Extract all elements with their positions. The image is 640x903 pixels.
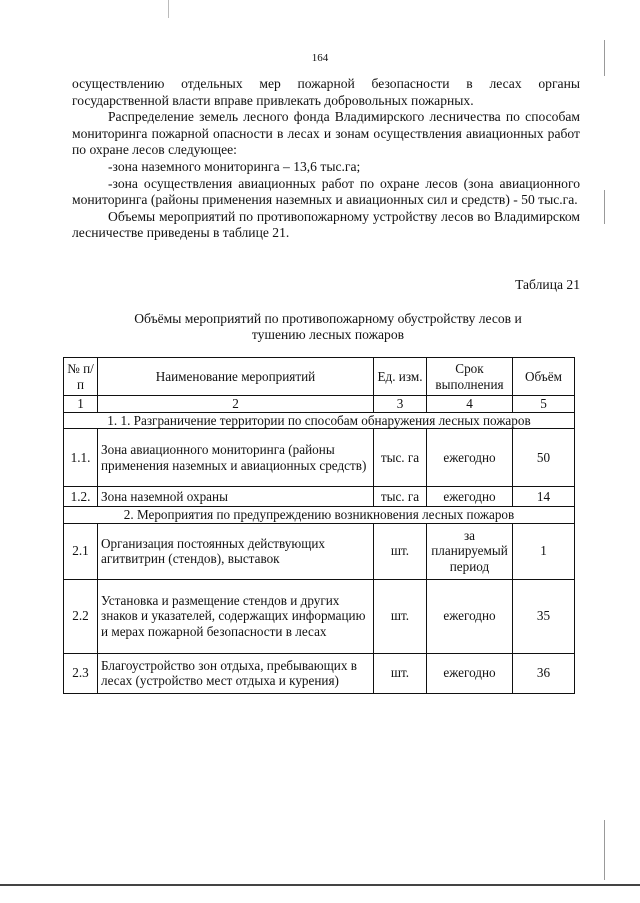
paragraph: Объемы мероприятий по противопожарному устройству лесов во Владимирском лесничестве приведены в таблице 21. — [72, 208, 580, 241]
table-row — [64, 579, 575, 653]
header-volume: Объём — [513, 358, 575, 396]
section-row — [64, 412, 575, 429]
row-term: ежегодно — [427, 579, 513, 653]
row-unit: шт. — [374, 579, 427, 653]
row-num: 2.2 — [64, 579, 98, 653]
table-title-line: тушению лесных пожаров — [251, 327, 405, 342]
table-header-row — [64, 358, 575, 396]
row-term: ежегодно — [427, 653, 513, 693]
row-name: Зона авиационного мониторинга (районы применения наземных и авиационных средств) — [98, 429, 374, 487]
row-num: 1.1. — [64, 429, 98, 487]
table-label: Таблица 21 — [515, 277, 580, 292]
row-name: Организация постоянных действующих агитвитрин (стендов), выставок — [98, 523, 374, 579]
row-term: ежегодно — [427, 487, 513, 507]
table-row — [64, 487, 575, 507]
header-unit: Ед. изм. — [374, 358, 427, 396]
table-title — [100, 311, 556, 343]
paragraph: осуществлению отдельных мер пожарной безопасности в лесах органы государственной власти вправе привлекать добровольных пожарных. — [72, 76, 580, 108]
scan-edge-mark — [604, 820, 605, 880]
paragraph: Распределение земель лесного фонда Владимирского лесничества по способам мониторинга пожарной опасности в лесах и зонам осуществления авиационных работ по охране лесов следующее: — [72, 109, 580, 158]
row-volume: 50 — [513, 429, 575, 487]
row-volume: 36 — [513, 653, 575, 693]
section-heading: 2. Мероприятия по предупреждению возникновения лесных пожаров — [64, 507, 575, 524]
page-number: 164 — [311, 52, 329, 64]
scan-edge-mark — [604, 190, 605, 224]
row-num: 2.3 — [64, 653, 98, 693]
row-unit: шт. — [374, 653, 427, 693]
row-term: ежегодно — [427, 429, 513, 487]
table-row — [64, 429, 575, 487]
column-number-row — [64, 396, 575, 413]
header-num: № п/п — [64, 358, 98, 396]
column-number: 4 — [427, 396, 513, 413]
row-name: Установка и размещение стендов и других знаков и указателей, содержащих информацию и мерах пожарной безопасности в лесах — [98, 579, 374, 653]
scan-bottom-border — [0, 884, 640, 886]
row-name: Благоустройство зон отдыха, пребывающих в лесах (устройство мест отдыха и курения) — [98, 653, 374, 693]
row-name: Зона наземной охраны — [98, 487, 374, 507]
row-unit: шт. — [374, 523, 427, 579]
column-number: 5 — [513, 396, 575, 413]
scan-margin-mark — [168, 0, 169, 18]
column-number: 3 — [374, 396, 427, 413]
section-row — [64, 507, 575, 524]
row-volume: 1 — [513, 523, 575, 579]
table-row — [64, 523, 575, 579]
header-name: Наименование мероприятий — [98, 358, 374, 396]
paragraph: -зона осуществления авиационных работ по охране лесов (зона авиационного мониторинга (районы применения наземных и авиационных сил и средств) - 50 тыс.га. — [72, 175, 580, 208]
column-number: 1 — [64, 396, 98, 413]
paragraph: -зона наземного мониторинга – 13,6 тыс.га; — [108, 158, 361, 174]
row-unit: тыс. га — [374, 487, 427, 507]
row-unit: тыс. га — [374, 429, 427, 487]
row-num: 1.2. — [64, 487, 98, 507]
row-term: за планируемый период — [427, 523, 513, 579]
table-row — [64, 653, 575, 693]
row-num: 2.1 — [64, 523, 98, 579]
column-number: 2 — [98, 396, 374, 413]
table-title-line: Объёмы мероприятий по противопожарному обустройству лесов и — [134, 311, 522, 326]
section-heading: 1. 1. Разграничение территории по способам обнаружения лесных пожаров — [64, 412, 575, 429]
header-term: Срок выполнения — [427, 358, 513, 396]
measures-table — [63, 357, 575, 694]
row-volume: 35 — [513, 579, 575, 653]
row-volume: 14 — [513, 487, 575, 507]
body-text — [72, 76, 580, 242]
